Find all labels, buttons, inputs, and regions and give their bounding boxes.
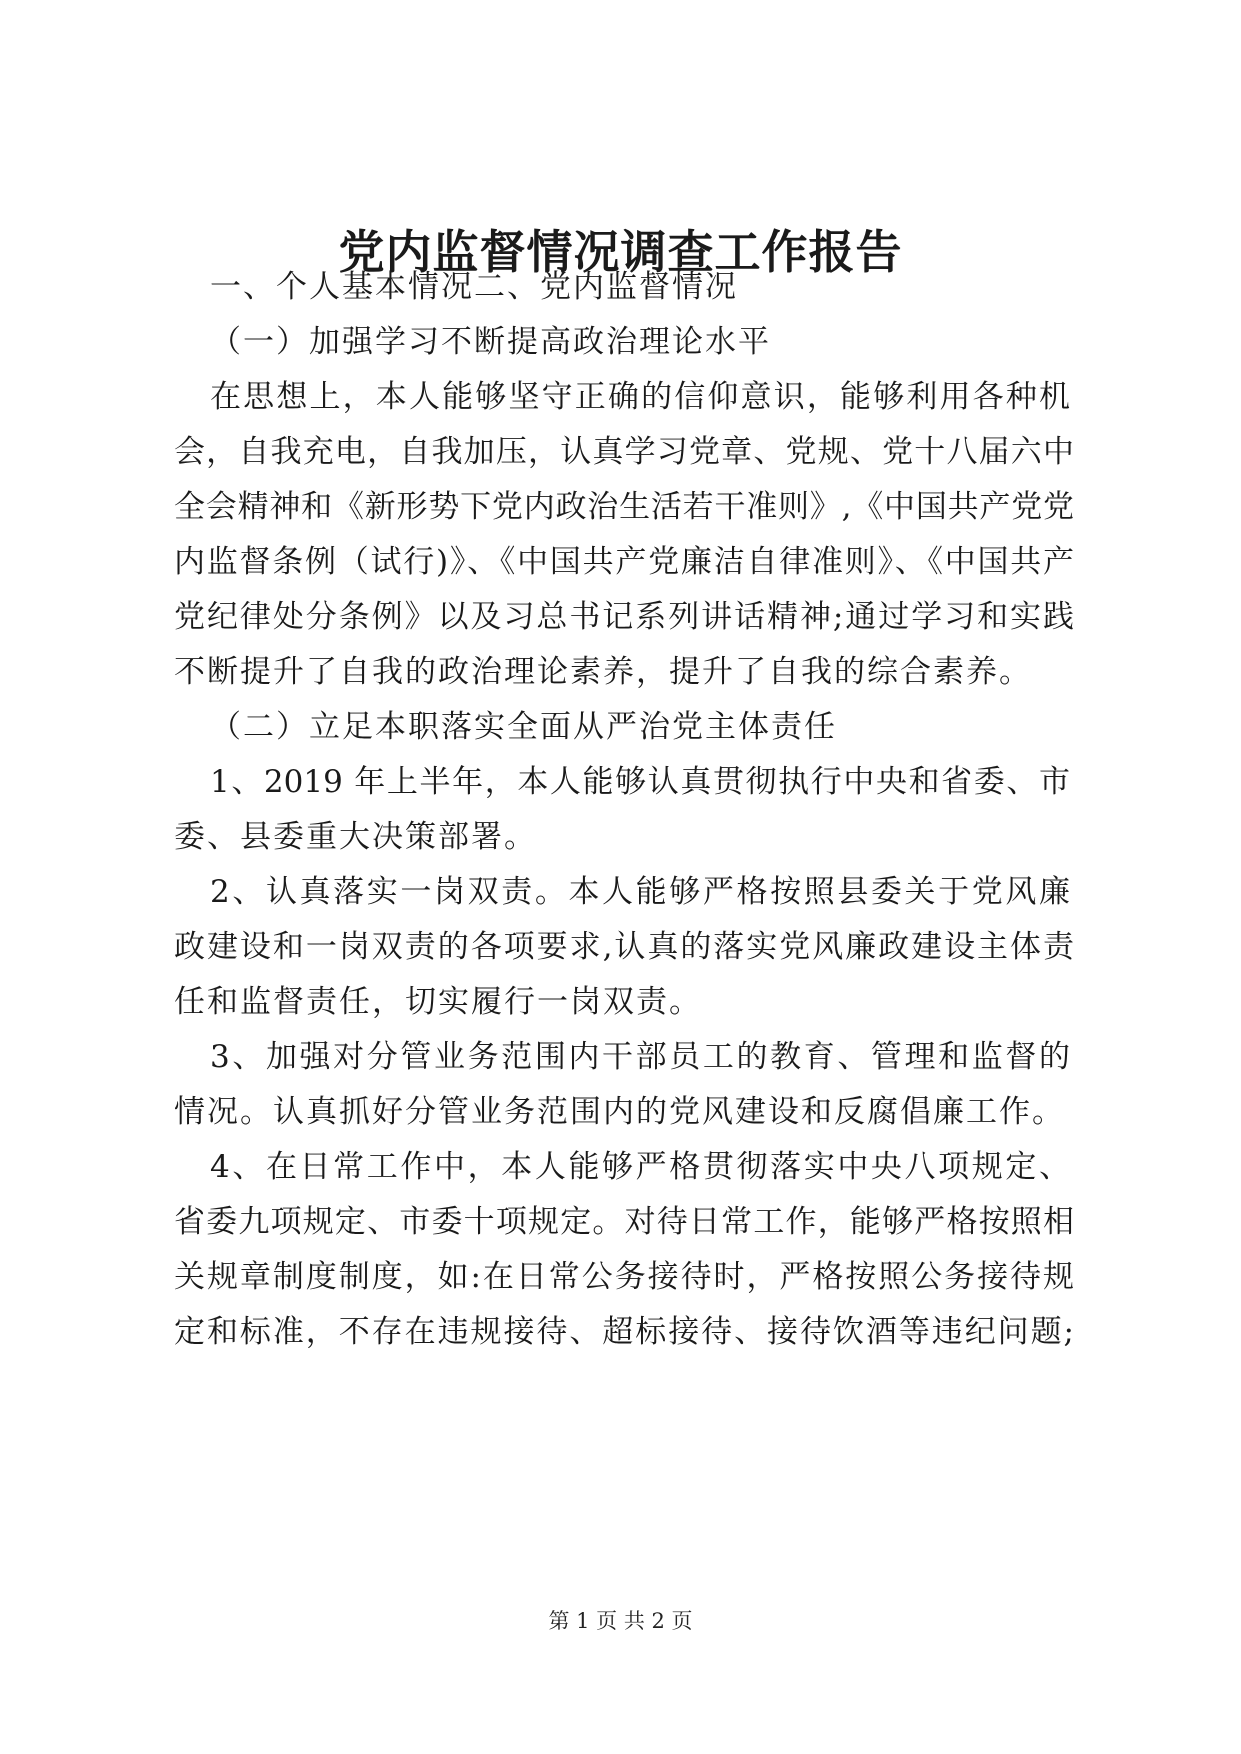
paragraph-line: 内监督条例（试行)》、《中国共产党廉洁自律准则》、《中国共产 (174, 544, 1074, 580)
paragraph-line: 全会精神和《新形势下党内政治生活若干准则》,《中国共产党党 (174, 489, 1074, 525)
page-number-footer: 第 1 页 共 2 页 (548, 1609, 693, 1633)
paragraph-line: 会，自我充电，自我加压，认真学习党章、党规、党十八届六中 (174, 434, 1074, 470)
paragraph-line: 政建设和一岗双责的各项要求,认真的落实党风廉政建设主体责 (174, 929, 1074, 965)
subsection-heading: （二）立足本职落实全面从严治党主体责任 (210, 709, 837, 745)
paragraph-line: 3、加强对分管业务范围内干部员工的教育、管理和监督的 (210, 1039, 1070, 1075)
document-title: 党内监督情况调查工作报告 (338, 225, 903, 279)
paragraph-line: 定和标准，不存在违规接待、超标接待、接待饮酒等违纪问题; (174, 1314, 1074, 1350)
paragraph-line: 4、在日常工作中，本人能够严格贯彻落实中央八项规定、 (210, 1149, 1070, 1185)
paragraph-line: 情况。认真抓好分管业务范围内的党风建设和反腐倡廉工作。 (174, 1094, 1065, 1130)
paragraph-line: 2、认真落实一岗双责。本人能够严格按照县委关于党风廉 (210, 874, 1070, 910)
paragraph-line: 党纪律处分条例》以及习总书记系列讲话精神;通过学习和实践 (174, 599, 1074, 635)
paragraph-line: 不断提升了自我的政治理论素养，提升了自我的综合素养。 (174, 654, 1032, 690)
paragraph-line: 在思想上，本人能够坚守正确的信仰意识，能够利用各种机 (210, 379, 1070, 415)
section-heading: 一、个人基本情况二、党内监督情况 (210, 269, 738, 305)
paragraph-line: 1、2019 年上半年，本人能够认真贯彻执行中央和省委、市 (210, 764, 1070, 800)
paragraph-line: 任和监督责任，切实履行一岗双责。 (174, 984, 702, 1020)
paragraph-line: 关规章制度制度，如:在日常公务接待时，严格按照公务接待规 (174, 1259, 1074, 1295)
paragraph-line: 省委九项规定、市委十项规定。对待日常工作，能够严格按照相 (174, 1204, 1074, 1240)
paragraph-line: 委、县委重大决策部署。 (174, 819, 537, 855)
subsection-heading: （一）加强学习不断提高政治理论水平 (210, 324, 771, 360)
